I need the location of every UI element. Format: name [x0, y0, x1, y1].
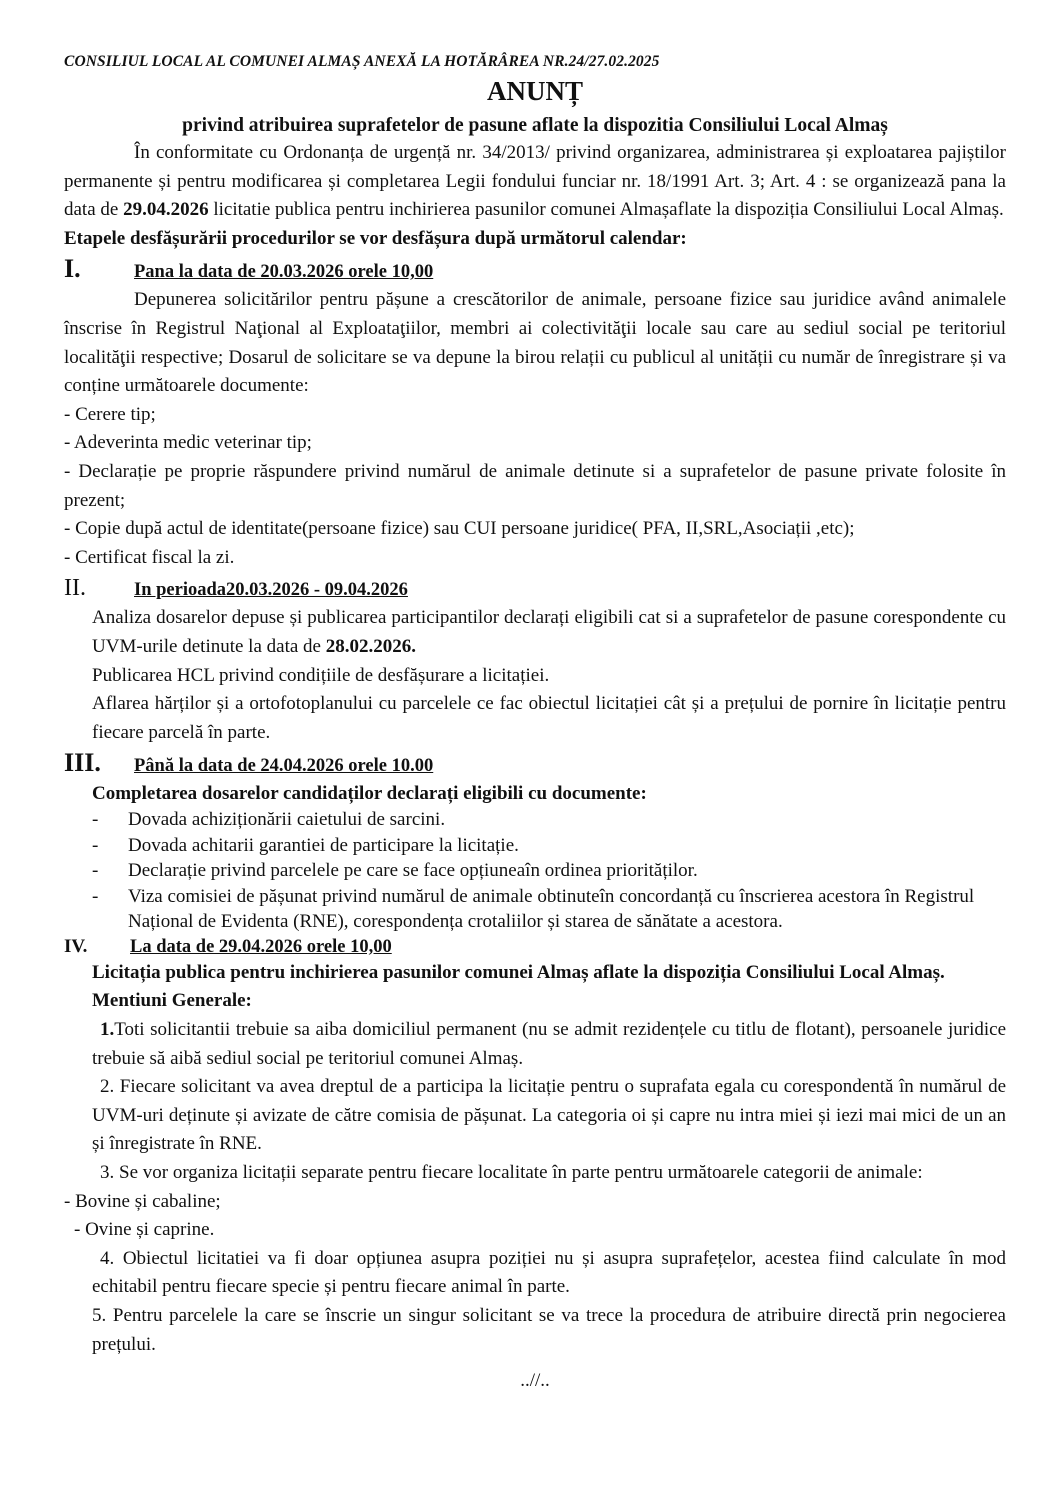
page-title: ANUNȚ [486, 76, 583, 106]
section-2-paragraph: Analiza dosarelor depuse și publicarea participantilor declarați eligibili cat si a suprafetelor de pasune corespondente cu UVM-urile detinute la data de 28.02.2026. [92, 607, 1006, 657]
general-mentions [64, 987, 1006, 1187]
document-page [64, 50, 1006, 1393]
section-2-body [64, 604, 1006, 747]
list-item: - Copie după actul de identitate(persoane fizice) sau CUI persoane juridice( PFA, II,SRL,Asociații ,etc); [64, 518, 855, 540]
section-2-heading [64, 574, 1006, 604]
dash-bullet: - [92, 834, 99, 856]
section-1-heading [64, 255, 1006, 286]
general-mentions-continued [64, 1245, 1006, 1359]
section-1-document-list [64, 401, 1006, 573]
list-item: - Certificat fiscal la zi. [64, 546, 235, 568]
category-item: - Ovine și caprine. [74, 1219, 215, 1241]
mention-1: 1.Toti solicitantii trebuie sa aiba domiciliul permanent (nu se admit rezidențele cu titlu de flotant), persoanele juridice trebuie să aibă sediul social pe teritoriul comunei Almaș. [92, 1018, 1006, 1069]
list-item: - Declarație pe proprie răspundere privind numărul de animale detinute si a suprafetelor de pasune private folosite în prezent; [64, 460, 1006, 511]
section-3-heading [64, 749, 1006, 780]
list-item: - Adeverinta medic veterinar tip; [64, 432, 312, 454]
page-continuation-mark: ..//.. [520, 1370, 550, 1392]
list-item: - Cerere tip; [64, 403, 156, 425]
section-4-body: Licitația publica pentru inchirierea pasunilor comunei Almaș aflate la dispoziția Consiliului Local Almaș. [92, 961, 945, 983]
category-item: - Bovine și cabaline; [64, 1190, 221, 1212]
section-number: IV. [64, 935, 88, 957]
section-2-paragraph: Aflarea hărților și a ortofotoplanului cu parcelele ce fac obiectul licitației cât și a prețului de pornire în licitație pentru fiecare parcelă în parte. [92, 693, 1006, 743]
section-3-subheading: Completarea dosarelor candidaților declarați eligibili cu documente: [92, 783, 647, 805]
section-number: II. [64, 575, 86, 602]
mention-5: 5. Pentru parcelele la care se înscrie un singur solicitant se va trece la procedura de atribuire directă prin negocierea prețului. [92, 1304, 1006, 1355]
intro-paragraph: În conformitate cu Ordonanța de urgență nr. 34/2013/ privind organizarea, administrarea și exploatarea pajiștilor permanente și pentru modificarea și completarea Legii fondului funciar nr. 18/1991 Art. 3; Art. 4 : se organizează pana la data de 29.04.2026 licitatie publica pentru inchirierea pasunilor comunei Almașaflate la dispoziția Consiliului Local Almaș. [64, 142, 1006, 221]
section-number: III. [64, 748, 101, 778]
section-number: I. [64, 254, 81, 284]
list-item: - Viza comisiei de pășunat privind numărul de animale obtinuteîn concordanță cu înscrierea acestora în Registrul Național de Evidenta (RNE), corespondența crotaliilor și starea de sănătate a acestora. [92, 884, 1006, 935]
section-title: Până la data de 24.04.2026 orele 10.00 [134, 756, 434, 777]
mention-4: 4. Obiectul licitatiei va fi doar opțiunea asupra poziției nu și asupra suprafețelor, acestea fiind calculate în mod echitabil pentru fiecare specie și pentru fiecare animal în parte. [92, 1247, 1006, 1298]
section-4-heading [64, 935, 1006, 959]
document-header: CONSILIUL LOCAL AL COMUNEI ALMAȘ ANEXĂ LA HOTĂRÂREA NR.24/27.02.2025 [64, 53, 660, 70]
list-item: - Dovada achiziționării caietului de sarcini. [92, 807, 1006, 833]
list-item: - Dovada achitarii garantiei de participare la licitație. [92, 833, 1006, 859]
mentions-heading: Mentiuni Generale: [92, 990, 252, 1012]
auction-date: 29.04.2026 [123, 199, 209, 221]
uvm-reference-date: 28.02.2026. [325, 635, 416, 657]
section-title: In perioada20.03.2026 - 09.04.2026 [134, 580, 408, 601]
section-2-paragraph: Publicarea HCL privind condițiile de desfășurare a licitației. [92, 664, 550, 686]
section-title: Pana la data de 20.03.2026 orele 10,00 [134, 262, 434, 283]
mention-3: 3. Se vor organiza licitații separate pentru fiecare localitate în parte pentru următoarele categorii de animale: [100, 1161, 923, 1183]
page-subtitle: privind atribuirea suprafetelor de pasune aflate la dispozitia Consiliului Local Almaș [182, 115, 888, 136]
list-item: - Declarație privind parcelele pe care se face opțiuneaîn ordinea priorităților. [92, 858, 1006, 884]
mention-2: 2. Fiecare solicitant va avea dreptul de a participa la licitație pentru o suprafata egala cu corespondentă în numărul de UVM-uri deținute și avizate de către comisia de pășunat. La categoria oi și capre nu intra miei și iezi mai mici de un an și înregistrate în RNE. [92, 1076, 1006, 1155]
calendar-heading: Etapele desfășurării procedurilor se vor desfășura după următorul calendar: [64, 227, 687, 249]
section-3-subheading-wrap [64, 780, 1006, 807]
dash-bullet: - [92, 860, 99, 882]
dash-bullet: - [92, 809, 99, 831]
animal-categories [64, 1188, 1006, 1245]
dash-bullet: - [92, 885, 99, 907]
section-1-body: Depunerea solicitărilor pentru pășune a crescătorilor de animale, persoane fizice sau juridice având animalele înscrise în Registrul Naţional al Exploataţiilor, membri ai colectivităţii locale sau care au sediul social pe teritoriul localităţii respective; Dosarul de solicitare se va depune la birou relații cu publicul al unității cu număr de înregistrare și va conține următoarele documente: [64, 289, 1006, 397]
section-3-document-list [64, 807, 1006, 935]
section-title: La data de 29.04.2026 orele 10,00 [130, 936, 392, 957]
